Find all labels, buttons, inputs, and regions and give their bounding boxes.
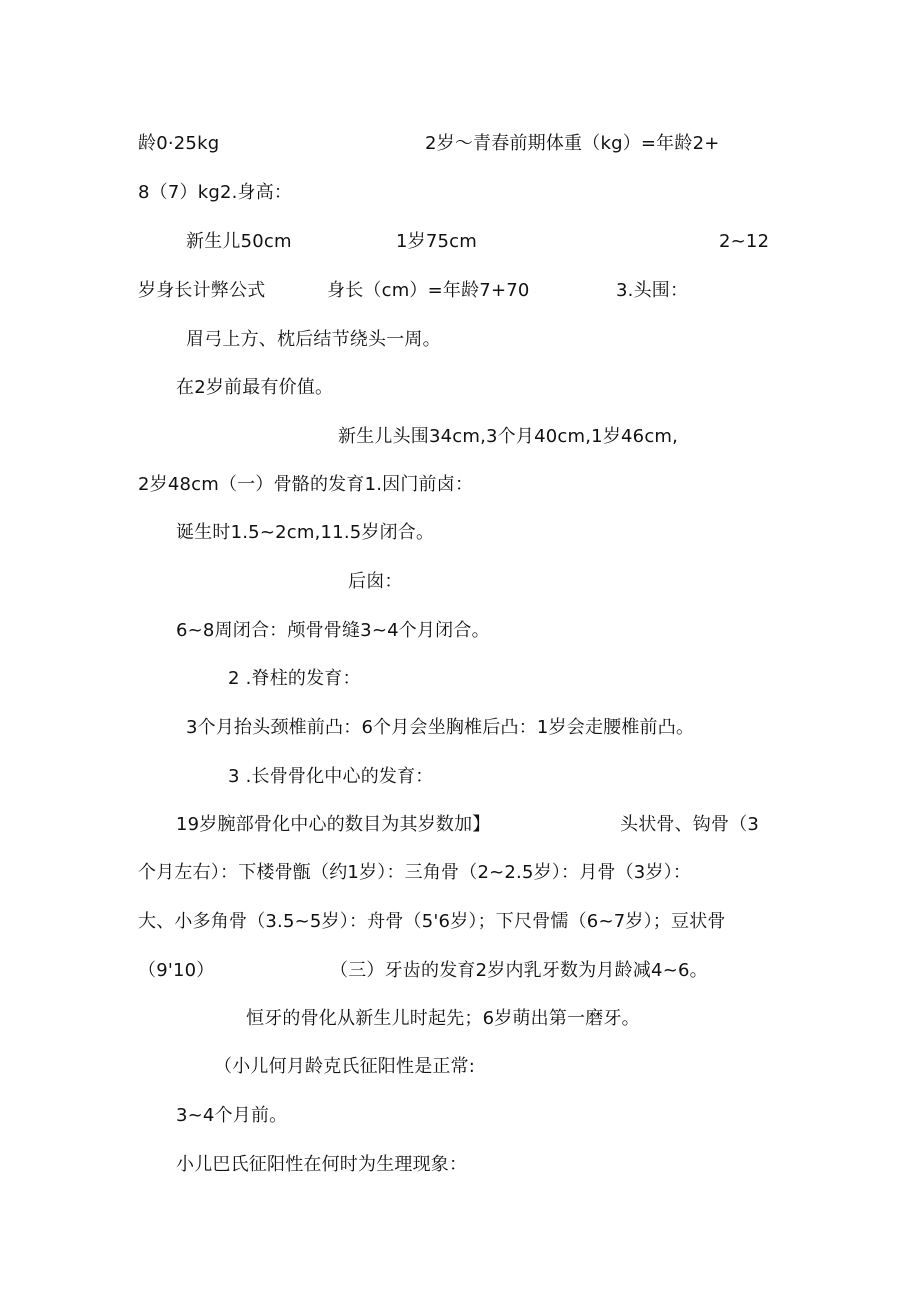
text-line: 2岁48cm（一）骨骼的发育1.因门前卤： (138, 474, 474, 495)
text-line: 新生儿50cm (186, 231, 292, 252)
text-line: 在2岁前最有价值。 (176, 377, 334, 398)
text-line: 2 .脊柱的发育： (228, 668, 361, 689)
text-line: 2岁～青春前期体重（kg）=年龄2+ (425, 133, 720, 154)
text-line: 3.头围： (616, 280, 689, 301)
text-line: 后囱： (348, 571, 403, 592)
text-line: 大、小多角骨（3.5~5岁）：舟骨（5'6岁）；下尺骨懦（6~7岁）；豆状骨 (138, 911, 726, 932)
text-line: 小儿巴氏征阳性在何时为生理现象： (176, 1154, 468, 1175)
text-line: 眉弓上方、枕后结节绕头一周。 (186, 329, 441, 350)
text-line: （小儿何月龄克氏征阳性是正常: (214, 1056, 476, 1077)
text-line: 8（7）kg2.身高： (138, 182, 293, 203)
text-line: 身长（cm）=年龄7+70 (327, 280, 530, 301)
text-line: 3 .长骨骨化中心的发育： (228, 766, 434, 787)
text-line: 2~12 (719, 231, 770, 252)
text-line: 6~8周闭合：颅骨骨缝3~4个月闭合。 (176, 620, 490, 641)
text-line: 龄0·25kg (138, 133, 220, 154)
text-line: 3~4个月前。 (176, 1105, 288, 1126)
text-line: 3个月抬头颈椎前凸：6个月会坐胸椎后凸：1岁会走腰椎前凸。 (186, 717, 695, 738)
text-line: 头状骨、钩骨（3 (620, 814, 760, 835)
text-line: 19岁腕部骨化中心的数目为其岁数加】 (176, 814, 491, 835)
text-line: 1岁75cm (396, 231, 477, 252)
text-line: 个月左右）：下楼骨甑（约1岁）：三角骨（2~2.5岁）：月骨（3岁）： (138, 862, 692, 883)
text-line: 恒牙的骨化从新生儿时起先；6岁萌出第一磨牙。 (246, 1008, 640, 1029)
text-line: 新生儿头围34cm,3个月40cm,1岁46cm, (338, 426, 679, 447)
text-line: 诞生时1.5~2cm,11.5岁闭合。 (176, 522, 435, 543)
text-line: 岁身长计弊公式 (138, 280, 266, 301)
text-line: （三）牙齿的发育2岁内乳牙数为月龄减4~6。 (330, 960, 708, 981)
text-line: （9'10） (138, 960, 215, 981)
